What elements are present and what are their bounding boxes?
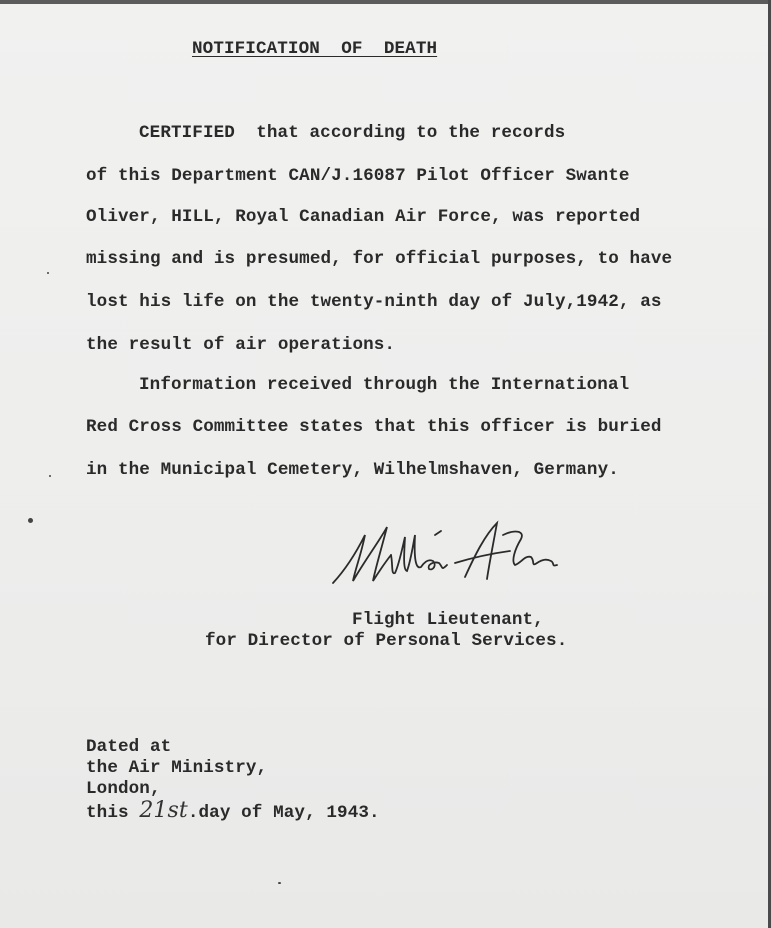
scan-edge-top (0, 0, 771, 4)
dated-line: London, (86, 779, 161, 799)
dated-this: this (86, 803, 129, 823)
body-line: of this Department CAN/J.16087 Pilot Officer Swante (86, 166, 630, 186)
scan-speck (49, 475, 51, 477)
body-line: missing and is presumed, for official purposes, to have (86, 249, 673, 269)
body-line: Information received through the International (139, 375, 630, 395)
dated-line (86, 798, 380, 823)
dated-line: Dated at (86, 737, 172, 757)
body-line: Oliver, HILL, Royal Canadian Air Force, was reported (86, 207, 641, 227)
signatory-role: for Director of Personal Services. (205, 631, 568, 651)
body-line: the result of air operations. (86, 335, 396, 355)
document-title: NOTIFICATION OF DEATH (192, 39, 438, 59)
scan-speck (278, 882, 281, 884)
dated-line: the Air Ministry, (86, 758, 268, 778)
body-line: Red Cross Committee states that this officer is buried (86, 417, 662, 437)
dated-rest: .day of May, 1943. (187, 803, 380, 823)
handwritten-day: 21st (139, 798, 188, 823)
scan-speck (28, 518, 33, 523)
body-line: CERTIFIED that according to the records (139, 123, 566, 143)
body-line: in the Municipal Cemetery, Wilhelmshaven, Germany. (86, 460, 619, 480)
signatory-rank: Flight Lieutenant, (352, 610, 544, 630)
signature (325, 515, 575, 595)
body-line: lost his life on the twenty-ninth day of July,1942, as (86, 292, 662, 312)
scan-speck (47, 272, 49, 274)
